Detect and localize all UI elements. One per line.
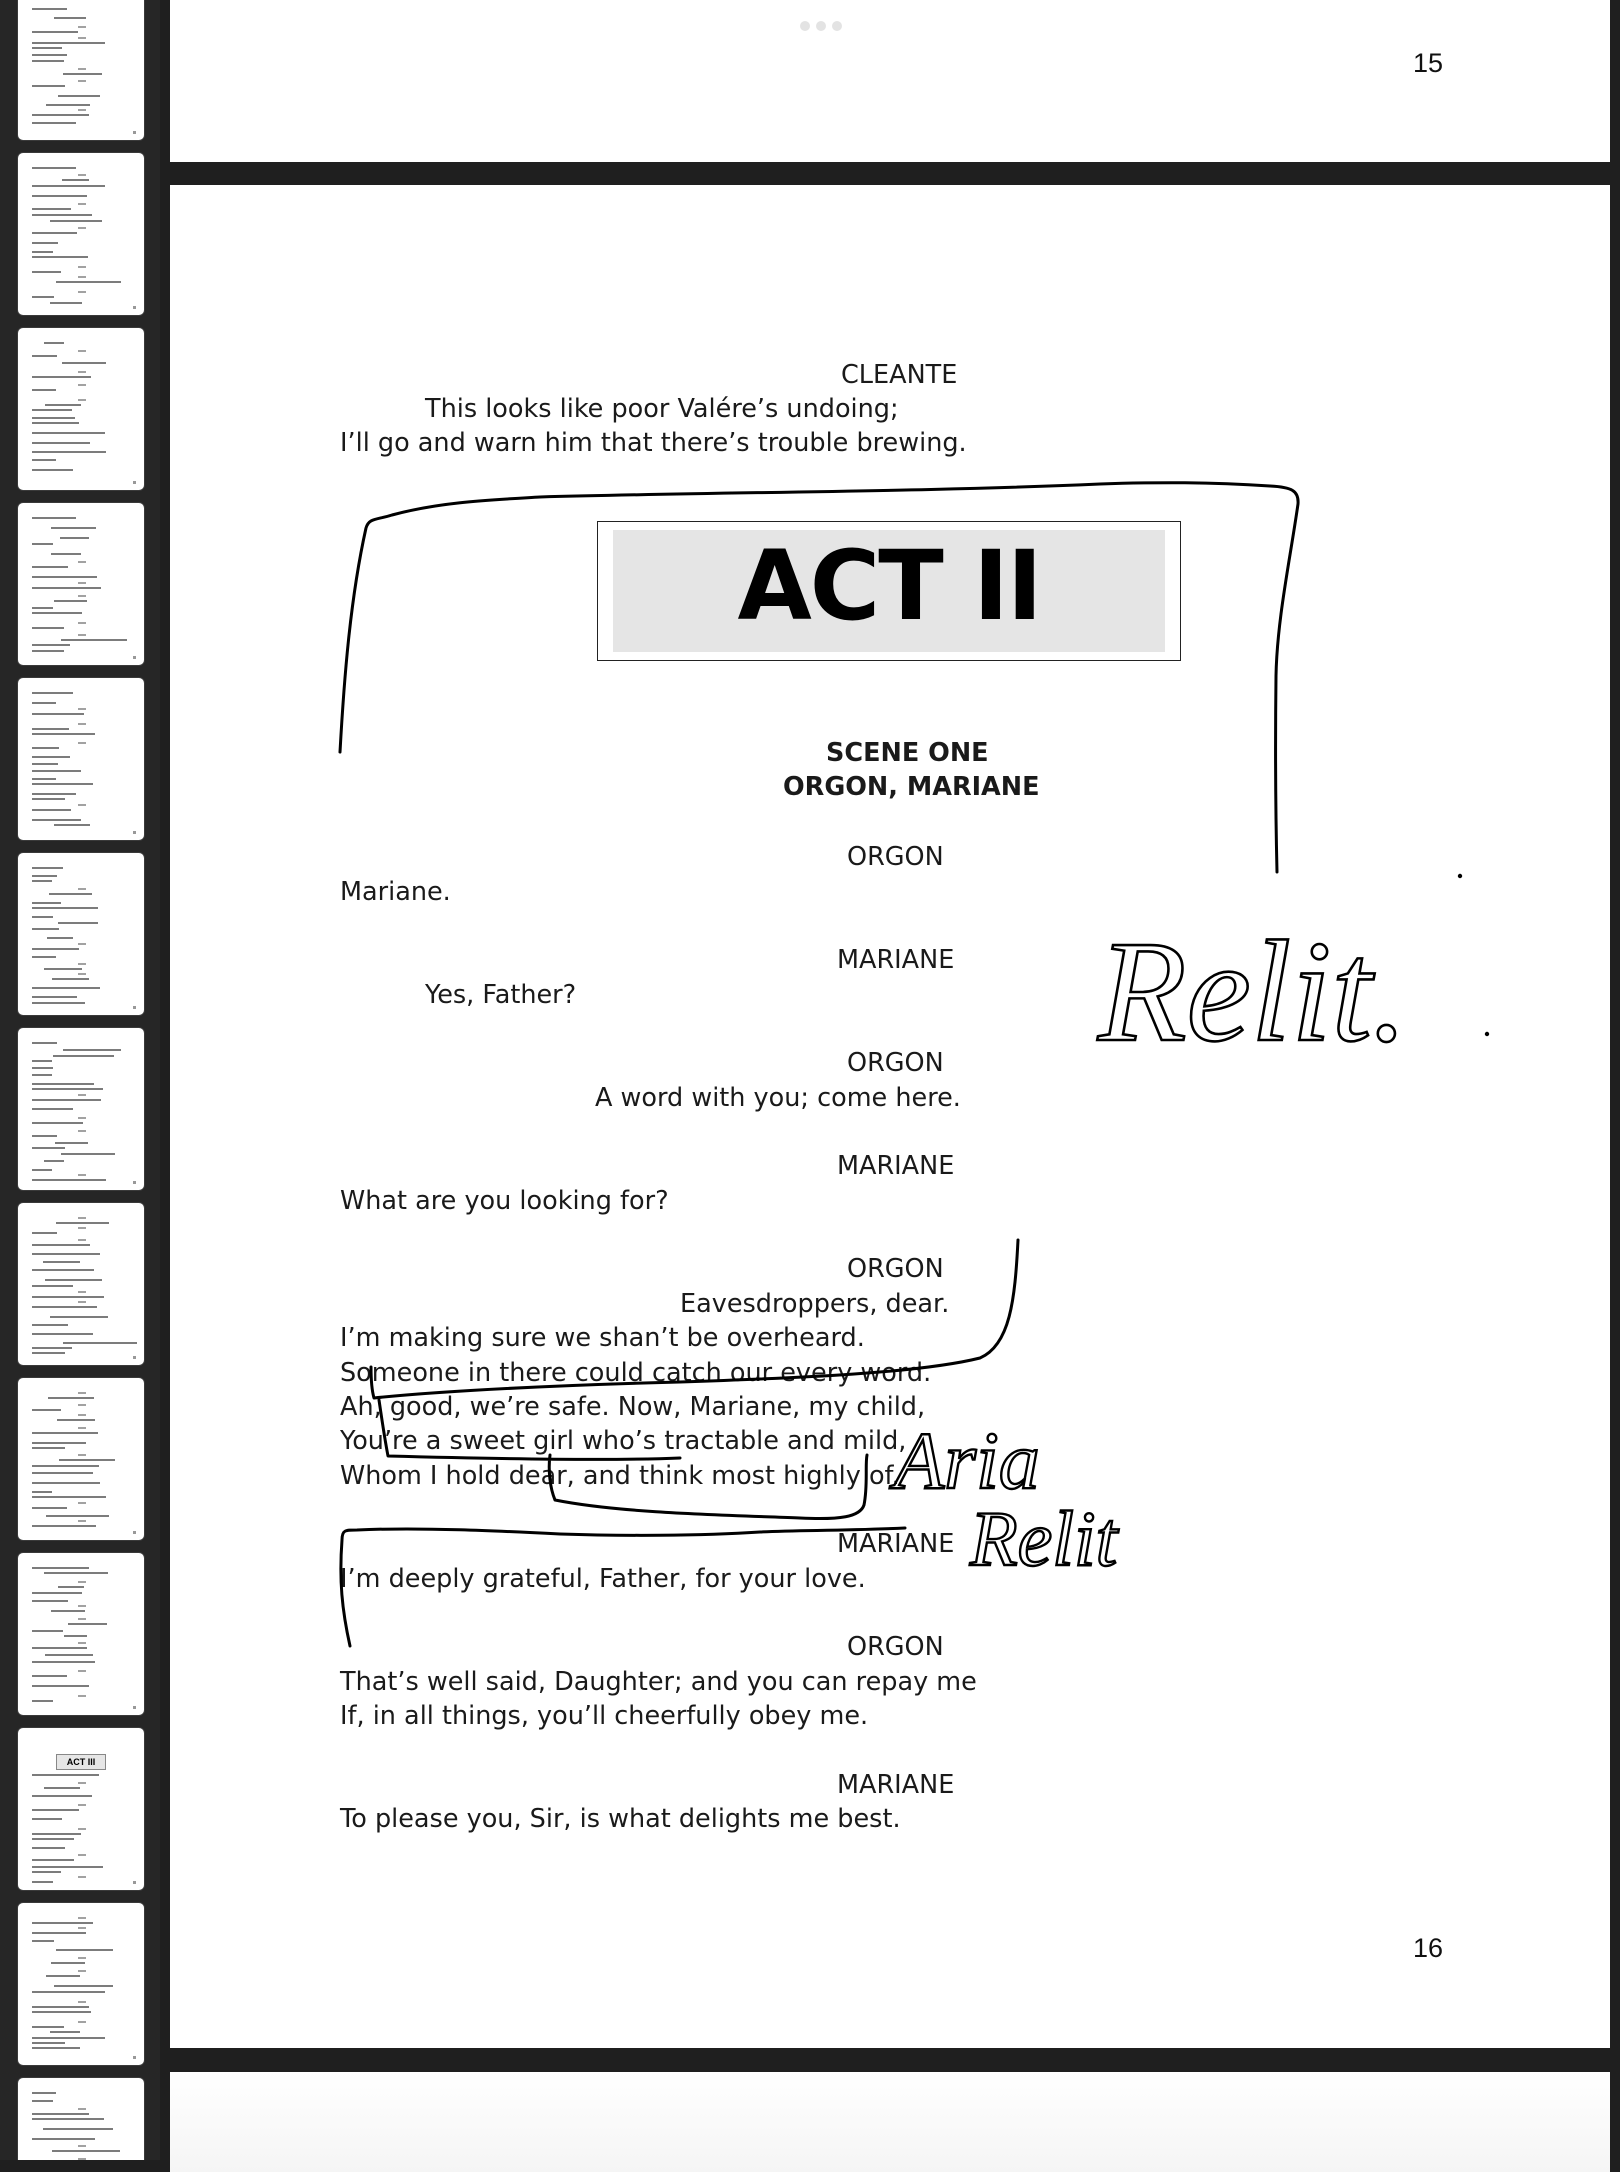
page-thumbnail[interactable] (18, 153, 144, 315)
verse-line: To please you, Sir, is what delights me best. (340, 1804, 901, 1834)
thumbnail-act-label: ACT III (56, 1754, 106, 1770)
scene-title: SCENE ONE (826, 738, 989, 768)
verse-line: That’s well said, Daughter; and you can repay me (340, 1667, 977, 1697)
note-relit-small: Relit (970, 1495, 1118, 1582)
page-number: 16 (1413, 1933, 1444, 1963)
loading-dots-icon (800, 18, 848, 36)
scene-characters: ORGON, MARIANE (783, 772, 1040, 802)
verse-line: What are you looking for? (340, 1186, 669, 1216)
verse-line: Yes, Father? (425, 980, 577, 1010)
page-thumbnail[interactable] (18, 1378, 144, 1540)
page-thumbnail[interactable] (18, 853, 144, 1015)
verse-line: You’re a sweet girl who’s tractable and mild, (340, 1426, 907, 1456)
note-aria: Aria (894, 1415, 1040, 1506)
speaker-name: ORGON (847, 842, 944, 872)
speaker-name: MARIANE (837, 1770, 955, 1800)
speaker-name: MARIANE (837, 945, 955, 975)
page-thumbnail[interactable] (18, 1553, 144, 1715)
page-thumbnail[interactable] (18, 1903, 144, 2065)
speaker-name: ORGON (847, 1048, 944, 1078)
page-thumbnail[interactable] (18, 1028, 144, 1190)
verse-line: Ah, good, we’re safe. Now, Mariane, my child, (340, 1392, 926, 1422)
verse-line: If, in all things, you’ll cheerfully obey me. (340, 1701, 869, 1731)
verse-line: Eavesdroppers, dear. (680, 1289, 950, 1319)
speaker-name: ORGON (847, 1632, 944, 1662)
page-15 (170, 0, 1610, 162)
verse-line: A word with you; come here. (595, 1083, 961, 1113)
speaker-name: CLEANTE (841, 360, 958, 390)
verse-line: Someone in there could catch our every word. (340, 1358, 932, 1388)
speaker-name: MARIANE (837, 1529, 955, 1559)
page-17 (170, 2072, 1610, 2172)
verse-line: I’ll go and warn him that there’s trouble brewing. (340, 428, 967, 458)
page-thumbnail[interactable] (18, 328, 144, 490)
act-heading-box (597, 521, 1181, 661)
page-number: 15 (1413, 48, 1444, 78)
verse-line: I’m deeply grateful, Father, for your love. (340, 1564, 866, 1594)
note-relit-large: Relit. (1098, 912, 1409, 1072)
page-thumbnail[interactable] (18, 0, 144, 140)
verse-line: Whom I hold dear, and think most highly of. (340, 1461, 900, 1491)
verse-line: This looks like poor Valére’s undoing; (425, 394, 899, 424)
document-view[interactable] (160, 0, 1620, 2160)
page-16 (170, 185, 1610, 2048)
page-thumbnail[interactable] (18, 1728, 144, 1890)
page-thumbnail[interactable] (18, 678, 144, 840)
act-title: ACT II (737, 530, 1041, 642)
verse-line: Mariane. (340, 877, 451, 907)
speaker-name: MARIANE (837, 1151, 955, 1181)
page-thumbnail[interactable] (18, 503, 144, 665)
page-thumbnail[interactable] (18, 1203, 144, 1365)
verse-line: I’m making sure we shan’t be overheard. (340, 1323, 865, 1353)
page-thumbnail[interactable] (18, 2078, 144, 2160)
page-thumbnail-sidebar (0, 0, 160, 2160)
speaker-name: ORGON (847, 1254, 944, 1284)
